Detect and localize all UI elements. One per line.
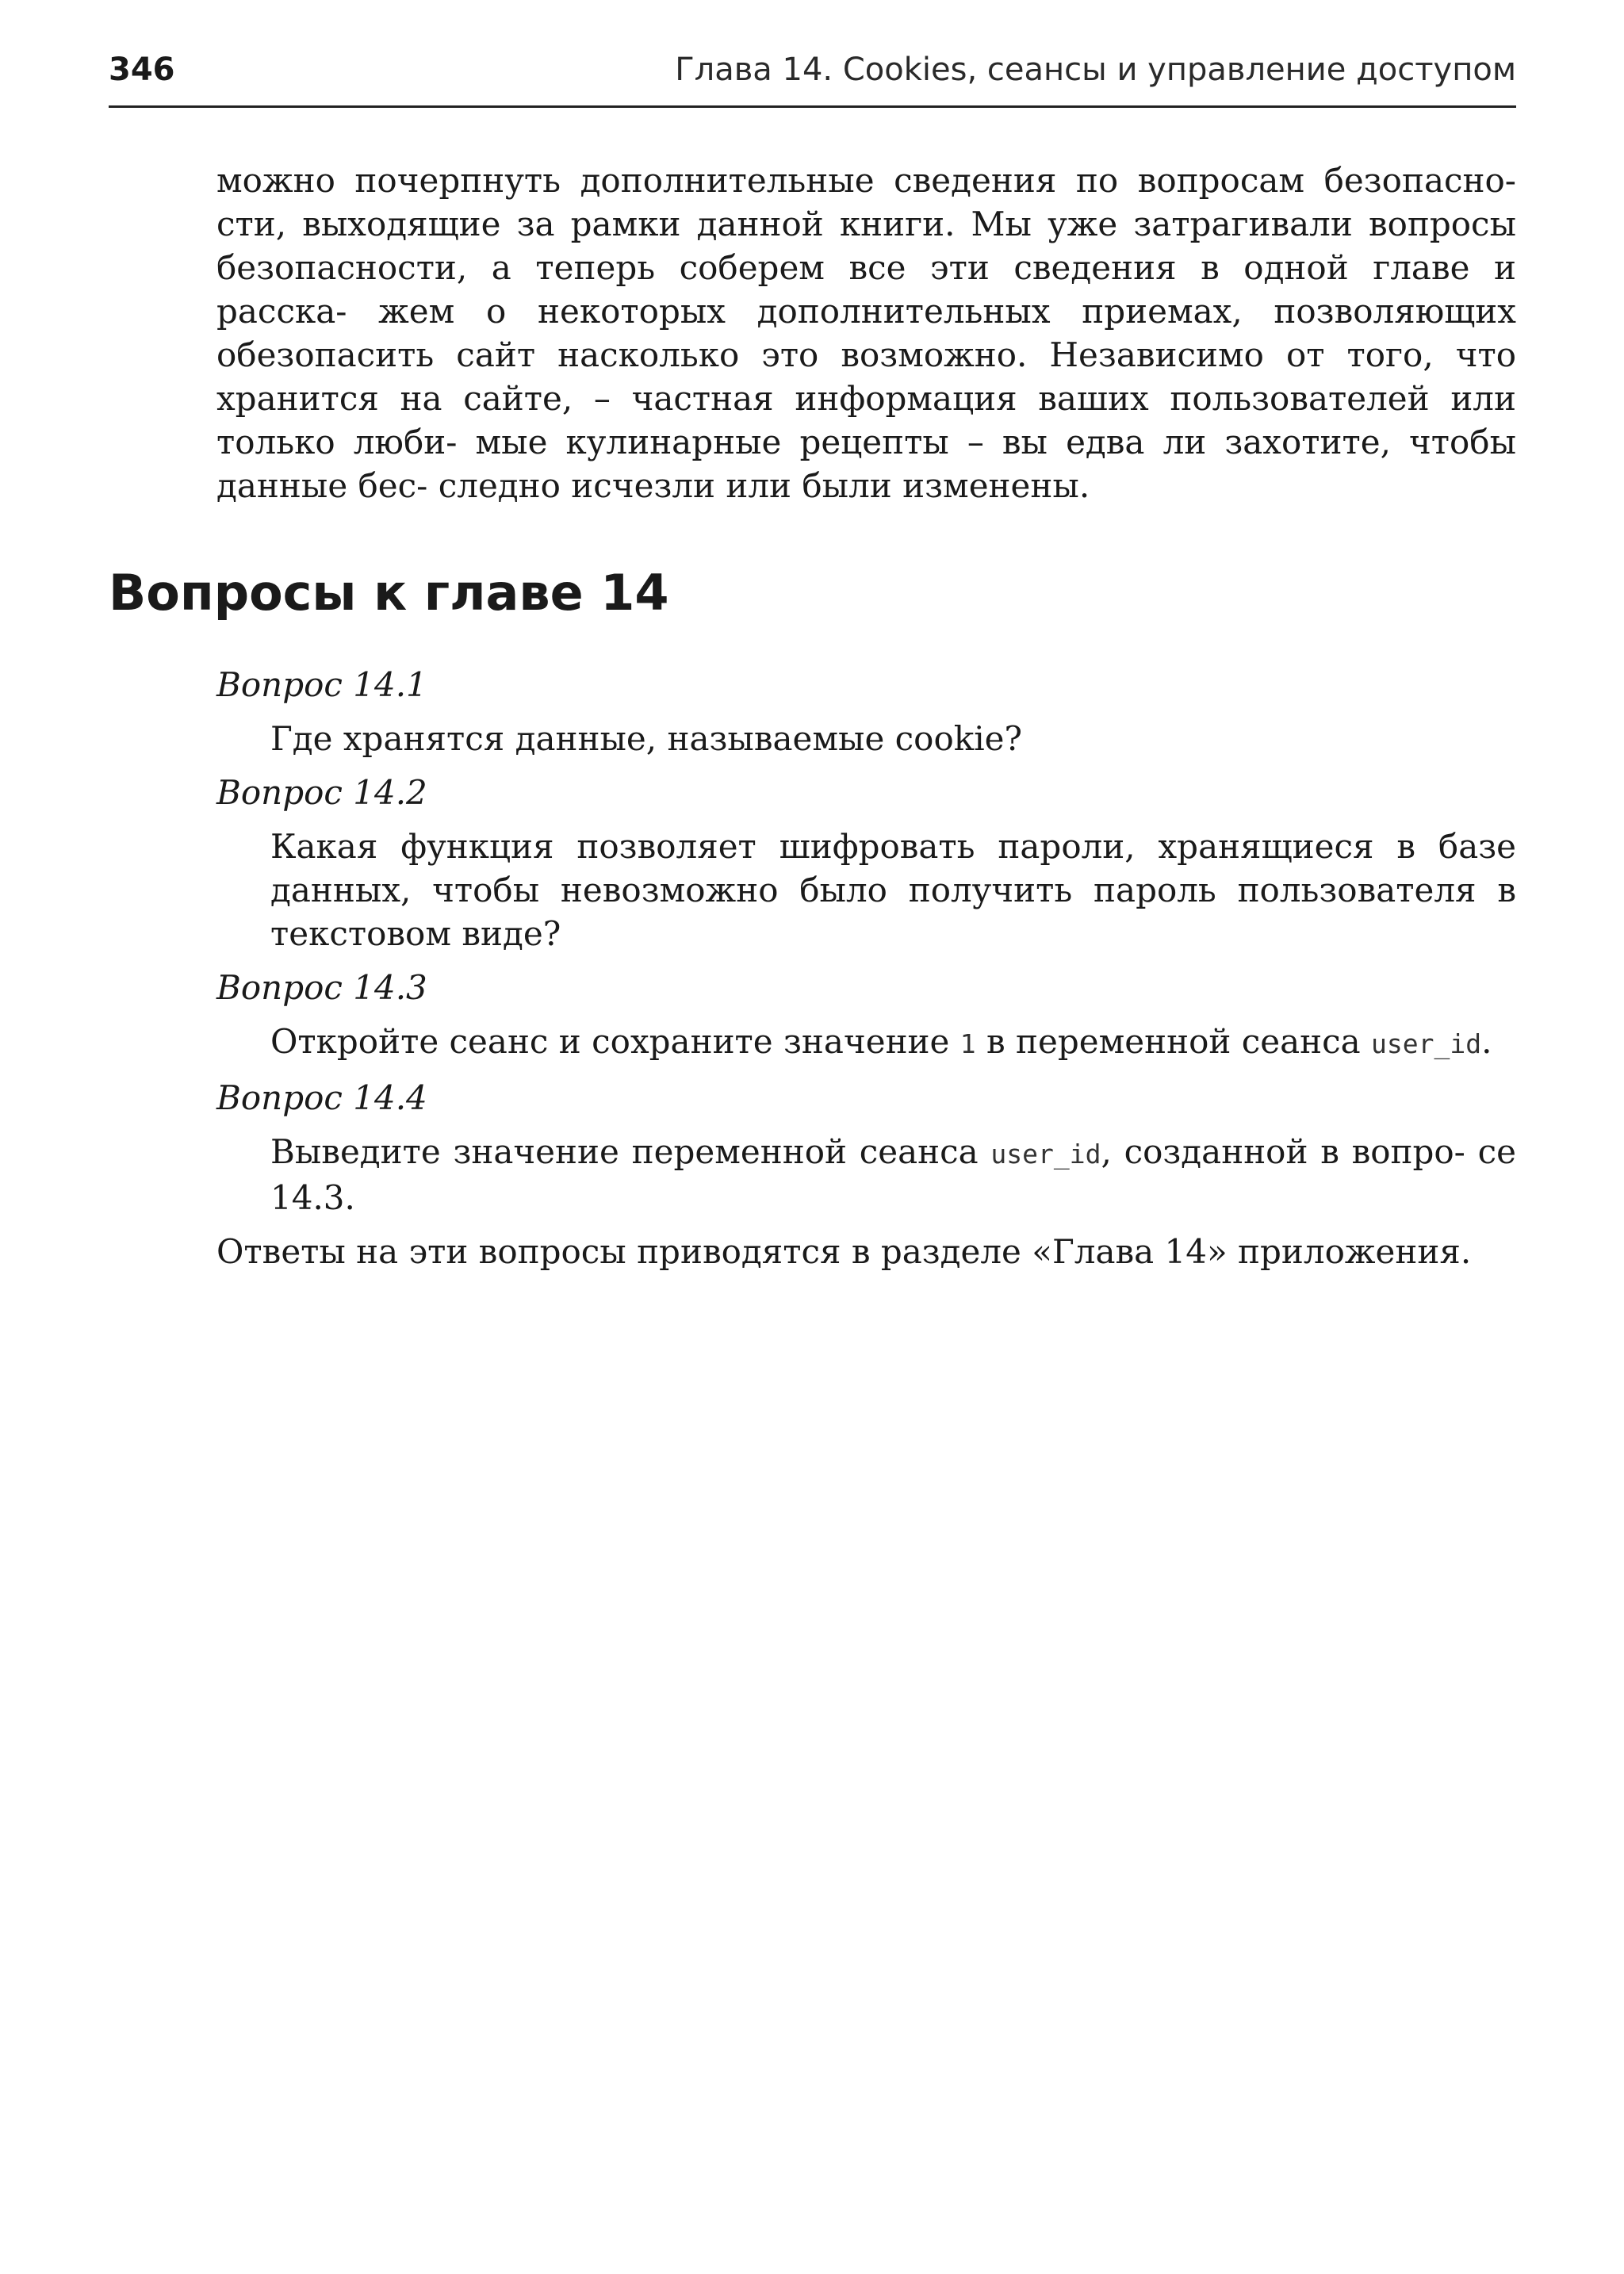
intro-paragraph bbox=[216, 159, 1516, 507]
intro-line: жем о некоторых дополнительных приемах, позволяющих обезопасить bbox=[216, 292, 1516, 374]
page-number: 346 bbox=[109, 52, 175, 88]
question-text bbox=[270, 825, 1516, 955]
inline-code: user_id bbox=[990, 1139, 1101, 1170]
section-title: Вопросы к главе 14 bbox=[109, 564, 669, 622]
question-item bbox=[216, 771, 1516, 955]
question-text bbox=[270, 717, 1516, 760]
intro-line: следно исчезли или были изменены. bbox=[438, 466, 1090, 505]
question-label: Вопрос 14.3 bbox=[216, 968, 427, 1007]
intro-line: мые кулинарные рецепты – вы едва ли захотите, чтобы данные бес- bbox=[216, 423, 1517, 505]
question-text-part: . bbox=[1481, 1022, 1492, 1061]
question-text-part: се 14.3. bbox=[270, 1132, 1516, 1217]
intro-line: можно почерпнуть дополнительные сведения по вопросам безопасно- bbox=[216, 161, 1516, 200]
question-item bbox=[216, 966, 1516, 1066]
question-text-part: Откройте сеанс и сохраните значение bbox=[270, 1022, 960, 1061]
question-text-part: в переменной сеанса bbox=[975, 1022, 1372, 1061]
question-text bbox=[270, 1020, 1516, 1066]
question-text-part: Выведите значение переменной сеанса bbox=[270, 1132, 991, 1171]
question-line: Какая функция позволяет шифровать пароли, хранящиеся в базе bbox=[270, 827, 1516, 866]
question-label: Вопрос 14.1 bbox=[216, 665, 427, 704]
page-header bbox=[109, 41, 1516, 108]
answers-note: Ответы на эти вопросы приводятся в разделе «Глава 14» приложения. bbox=[216, 1232, 1472, 1271]
question-line: в текстовом виде? bbox=[270, 871, 1516, 953]
question-line: Где хранятся данные, называемые cookie? bbox=[270, 719, 1023, 758]
intro-line: сайт насколько это возможно. Независимо от того, что хранится на bbox=[216, 335, 1516, 418]
intro-line: сайте, – частная информация ваших пользователей или только люби- bbox=[216, 379, 1516, 461]
inline-code: 1 bbox=[959, 1028, 976, 1059]
intro-line: безопасности, а теперь соберем все эти сведения в одной главе и расска- bbox=[216, 248, 1516, 331]
question-text-part: , созданной в вопро- bbox=[1101, 1132, 1465, 1171]
inline-code: user_id bbox=[1371, 1028, 1482, 1059]
question-label: Вопрос 14.4 bbox=[216, 1078, 427, 1117]
question-item bbox=[216, 663, 1516, 760]
question-line: данных, чтобы невозможно было получить пароль пользователя bbox=[270, 871, 1477, 909]
question-label: Вопрос 14.2 bbox=[216, 773, 427, 812]
question-item bbox=[216, 1076, 1516, 1219]
questions-list bbox=[216, 663, 1516, 1273]
question-text bbox=[270, 1130, 1516, 1219]
running-head: Глава 14. Cookies, сеансы и управление доступом bbox=[675, 52, 1516, 88]
intro-line: сти, выходящие за рамки данной книги. Мы уже затрагивали вопросы bbox=[216, 205, 1516, 243]
